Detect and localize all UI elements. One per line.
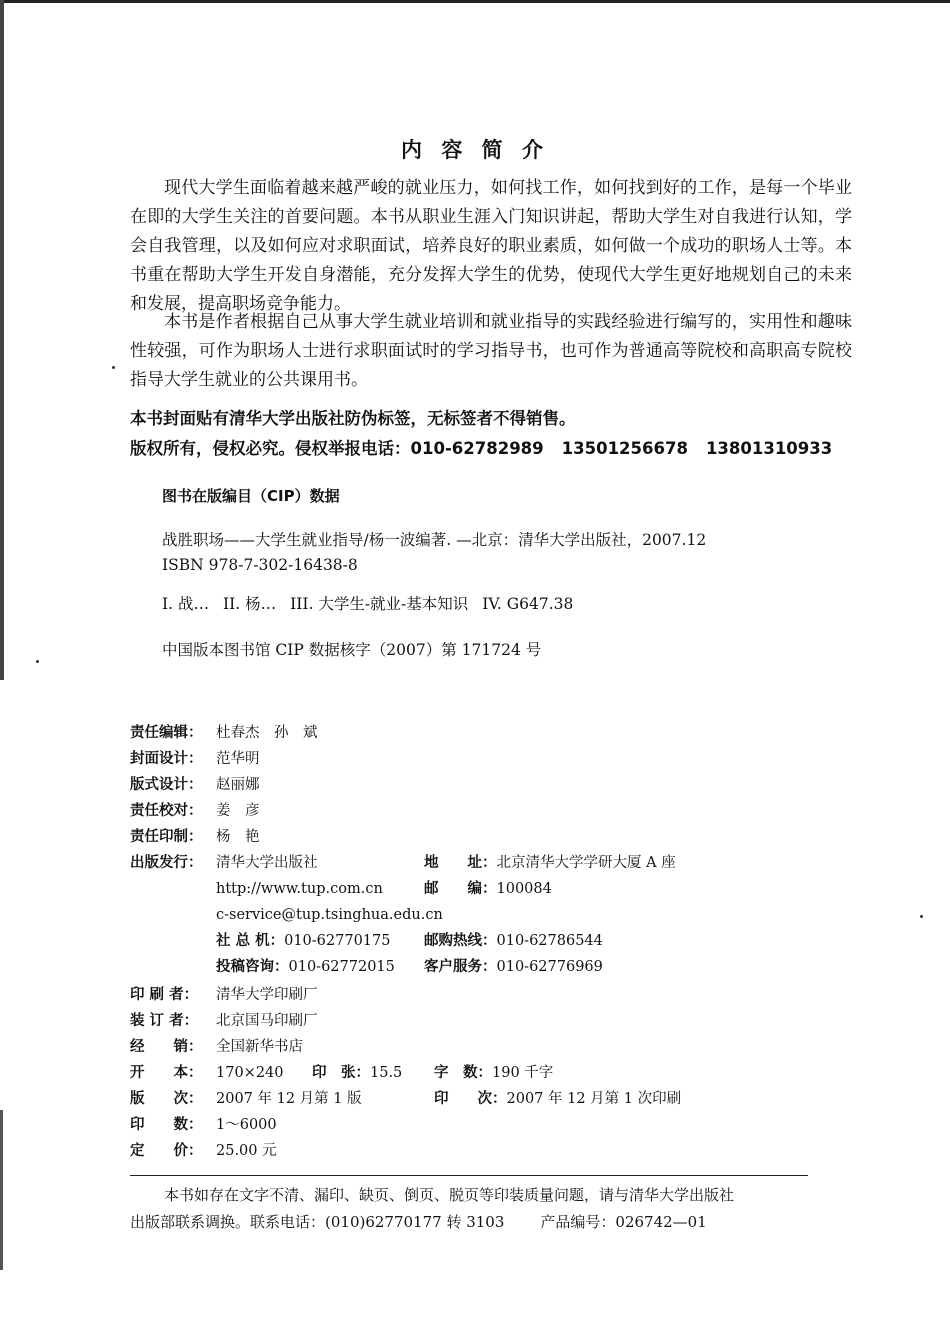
credit-price <box>130 1139 277 1163</box>
credit-distributor <box>130 1035 303 1059</box>
scan-edge-left <box>0 0 4 680</box>
credit-value: 全国新华书店 <box>216 1039 303 1055</box>
footer-product-code: 产品编号：026742—01 <box>540 1213 707 1231</box>
cip-class-1: I. 战… <box>162 595 209 613</box>
scan-speck <box>112 366 115 369</box>
credit-editor <box>130 721 318 745</box>
cip-number: 中国版本图书馆 CIP 数据核字（2007）第 171724 号 <box>162 641 542 659</box>
credit-value: 2007 年 12 月第 1 次印刷 <box>506 1091 682 1107</box>
credit-label: 版 次： <box>130 1091 203 1107</box>
credit-label: 投稿咨询： <box>216 959 289 975</box>
credit-label: 封面设计： <box>130 751 203 767</box>
credit-label: 印 数： <box>130 1117 203 1133</box>
credit-value: 北京国马印刷厂 <box>216 1013 318 1029</box>
credit-value: 190 千字 <box>492 1065 554 1081</box>
credit-value: 1～6000 <box>216 1117 277 1133</box>
credit-value: 北京清华大学学研大厦 A 座 <box>496 855 676 871</box>
footer-line-1: 本书如存在文字不清、漏印、缺页、倒页、脱页等印装质量问题，请与清华大学出版社 <box>164 1186 735 1204</box>
credit-value: 010-62770175 <box>284 933 391 949</box>
cip-classification <box>162 592 573 614</box>
credit-binder <box>130 1009 318 1033</box>
footer-divider <box>130 1175 808 1176</box>
credit-label: 出版发行： <box>130 855 203 871</box>
credit-postcode <box>424 877 552 901</box>
credit-value: 010-62776969 <box>496 959 603 975</box>
cip-class-2: II. 杨… <box>222 595 277 613</box>
credit-publisher <box>130 851 318 875</box>
credit-proofreader <box>130 799 260 823</box>
credit-value: 15.5 <box>370 1065 403 1081</box>
scan-edge-top <box>0 0 950 3</box>
credit-value: 赵丽娜 <box>216 777 260 793</box>
credit-word-count <box>434 1061 553 1085</box>
publisher-email: c-service@tup.tsinghua.edu.cn <box>216 907 443 923</box>
credit-submission <box>216 955 395 979</box>
credit-value: 170×240 <box>216 1065 284 1081</box>
credit-label: 版式设计： <box>130 777 203 793</box>
credit-print-run <box>130 1113 277 1137</box>
credit-format <box>130 1061 284 1085</box>
credit-value: 范华明 <box>216 751 260 767</box>
credit-edition <box>130 1087 362 1111</box>
credit-value: 100084 <box>496 881 552 897</box>
copyright-line <box>130 435 832 459</box>
credit-printer <box>130 983 318 1007</box>
anti-counterfeit-notice: 本书封面贴有清华大学出版社防伪标签，无标签者不得销售。 <box>130 409 576 428</box>
credit-value: 杨 艳 <box>216 829 260 845</box>
credit-label: 地 址： <box>424 855 497 871</box>
credit-label: 印 刷 者： <box>130 987 199 1003</box>
cip-class-3: III. 大学生-就业-基本知识 <box>290 595 469 613</box>
credit-label: 字 数： <box>434 1065 492 1081</box>
credit-value: 010-62786544 <box>496 933 603 949</box>
credit-label: 责任编辑： <box>130 725 203 741</box>
credit-impression <box>434 1087 681 1111</box>
credit-value: 25.00 元 <box>216 1143 277 1159</box>
credit-address <box>424 851 676 875</box>
credit-value: 杜春杰 孙 斌 <box>216 725 318 741</box>
scan-edge-left-lower <box>0 1110 3 1270</box>
credit-print-manager <box>130 825 260 849</box>
copyright-phone-3: 13801310933 <box>705 439 833 458</box>
credit-label: 装 订 者： <box>130 1013 199 1029</box>
copyright-phone-2: 13501256678 <box>561 439 688 458</box>
credit-label: 邮 编： <box>424 881 497 897</box>
cip-heading: 图书在版编目（CIP）数据 <box>162 487 340 505</box>
credit-mail-order <box>424 929 603 953</box>
credit-value: 2007 年 12 月第 1 版 <box>216 1091 362 1107</box>
credit-label: 责任校对： <box>130 803 203 819</box>
credit-label: 印 张： <box>312 1065 370 1081</box>
footer-contact: 出版部联系调换。联系电话：(010)62770177 转 3103 <box>130 1213 505 1231</box>
credit-label: 邮购热线： <box>424 933 497 949</box>
cip-isbn: ISBN 978-7-302-16438-8 <box>162 556 358 574</box>
credit-cover-design <box>130 747 260 771</box>
footer-line-2 <box>130 1209 830 1236</box>
credit-label: 社 总 机： <box>216 933 285 949</box>
page-title: 内 容 简 介 <box>401 138 549 162</box>
credit-value: 清华大学印刷厂 <box>216 987 318 1003</box>
publisher-website: http://www.tup.com.cn <box>216 881 383 897</box>
copyright-text: 版权所有，侵权必究。侵权举报电话：010-62782989 <box>130 439 544 458</box>
credit-label: 经 销： <box>130 1039 203 1055</box>
cip-record: 战胜职场——大学生就业指导/杨一波编著. —北京：清华大学出版社，2007.12 <box>162 531 707 549</box>
cip-class-4: IV. G647.38 <box>482 595 574 613</box>
credit-value: 010-62772015 <box>288 959 395 975</box>
scan-speck <box>36 660 39 663</box>
credit-value: 姜 彦 <box>216 803 260 819</box>
credit-switchboard <box>216 929 391 953</box>
scan-speck <box>920 915 923 918</box>
credit-value: 清华大学出版社 <box>216 855 318 871</box>
credit-label: 印 次： <box>434 1091 507 1107</box>
credit-customer-service <box>424 955 603 979</box>
credit-label: 客户服务： <box>424 959 497 975</box>
credit-label: 开 本： <box>130 1065 203 1081</box>
intro-paragraph-2: 本书是作者根据自己从事大学生就业培训和就业指导的实践经验进行编写的，实用性和趣味性较强，可作为职场人士进行求职面试时的学习指导书，也可作为普通高等院校和高职高专院校指导大学生就业的公共课用书。 <box>130 312 852 390</box>
credit-label: 定 价： <box>130 1143 203 1159</box>
credit-sheets <box>312 1061 402 1085</box>
intro-paragraph-1: 现代大学生面临着越来越严峻的就业压力，如何找工作，如何找到好的工作，是每一个毕业在即的大学生关注的首要问题。本书从职业生涯入门知识讲起，帮助大学生对自我进行认知，学会自我管理，以及如何应对求职面试，培养良好的职业素质，如何做一个成功的职场人士等。本书重在帮助大学生开发自身潜能，充分发挥大学生的优势，使现代大学生更好地规划自己的未来和发展，提高职场竞争能力。 <box>130 178 852 314</box>
credit-layout-design <box>130 773 260 797</box>
credit-label: 责任印制： <box>130 829 203 845</box>
